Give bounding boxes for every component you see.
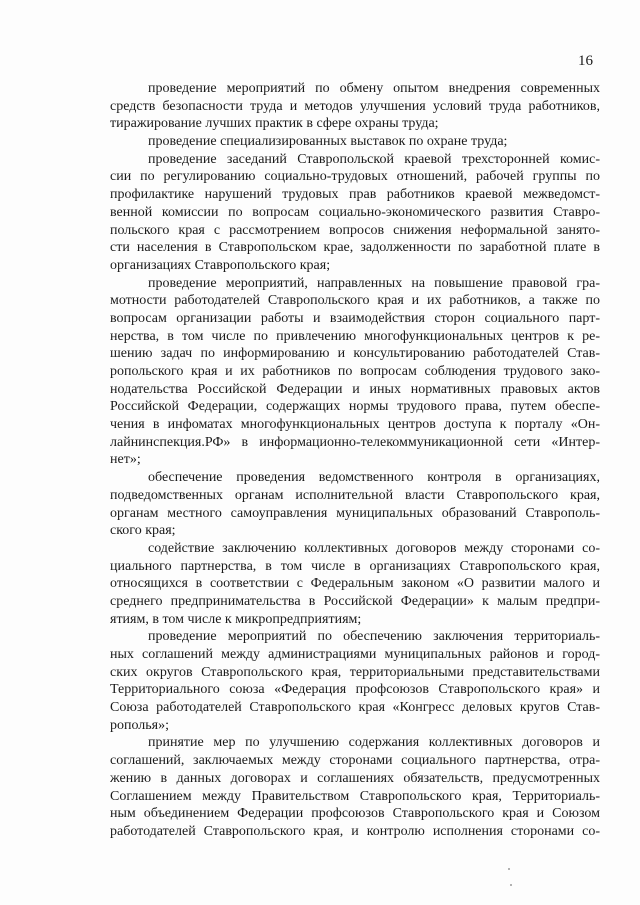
text-line: проведение специализированных выставок по охране труда; xyxy=(148,134,508,150)
text-line: Российской Федерации, содержащих нормы трудового права, путем обеспе- xyxy=(110,399,600,415)
text-line: принятие мер по улучшению содержания коллективных договоров и xyxy=(148,735,600,751)
text-line: ских округов Ставропольского края, территориальными представительствами xyxy=(110,664,600,680)
text-line: Союза работодателей Ставропольского края «Конгресс деловых кругов Став- xyxy=(110,700,600,716)
scan-speck xyxy=(508,868,510,870)
text-line: Территориального союза «Федерация профсоюзов Ставропольского края» и xyxy=(110,682,600,698)
text-line: относящихся в соответствии с Федеральным законом «О развитии малого и xyxy=(110,576,600,592)
text-line: обеспечение проведения ведомственного контроля в организациях, xyxy=(148,470,600,486)
text-line: работодателей Ставропольского края, и контролю исполнения сторонами со- xyxy=(110,823,600,839)
text-line: рополья»; xyxy=(110,717,170,733)
text-line: проведение мероприятий, направленных на повышение правовой гра- xyxy=(148,275,600,291)
text-line: мотности работодателей Ставропольского края и их работников, а также по xyxy=(110,293,600,309)
text-line: польского края с рассмотрением вопросов снижения неформальной занято- xyxy=(110,222,600,238)
text-line: проведение заседаний Ставропольской краевой трехсторонней комис- xyxy=(148,151,600,167)
page-number: 16 xyxy=(578,53,593,69)
scan-speck xyxy=(510,884,512,886)
text-line: нерства, в том числе по привлечению многофункциональных центров к ре- xyxy=(110,328,600,344)
text-line: ского края; xyxy=(110,523,176,539)
text-line: соглашений, заключаемых между сторонами социального партнерства, отра- xyxy=(110,753,600,769)
text-line: среднего предпринимательства в Российской Федерации» к малым предпри- xyxy=(110,593,600,609)
text-line: ятиям, в том числе к микропредприятиям; xyxy=(110,611,362,627)
text-line: нет»; xyxy=(110,452,141,468)
text-line: средств безопасности труда и методов улучшения условий труда работников, xyxy=(110,98,600,114)
text-line: проведение мероприятий по обмену опытом внедрения современных xyxy=(148,81,600,96)
text-line: нодательства Российской Федерации и иных нормативных правовых актов xyxy=(110,381,600,397)
text-line: организациях Ставропольского края; xyxy=(110,257,331,273)
text-line: ропольского края и их работников по вопросам соблюдения трудового зако- xyxy=(110,364,600,379)
text-line: тиражирование лучших практик в сфере охраны труда; xyxy=(110,116,439,132)
text-line: содействие заключению коллективных договоров между сторонами со- xyxy=(148,540,600,556)
text-line: жению в данных договорах и соглашениях обязательств, предусмотренных xyxy=(110,770,600,786)
text-line: подведомственных органам исполнительной власти Ставропольского края, xyxy=(110,487,600,503)
text-line: сти населения в Ставропольском крае, задолженности по заработной плате в xyxy=(110,240,600,256)
text-line: органам местного самоуправления муниципальных образований Ставрополь- xyxy=(110,505,600,521)
document-body xyxy=(110,80,600,841)
text-line: вопросам организации работы и взаимодействия сторон социального парт- xyxy=(110,310,600,326)
text-line: ным объединением Федерации профсоюзов Ставропольского края и Союзом xyxy=(110,806,600,822)
text-line: проведение мероприятий по обеспечению заключения территориаль- xyxy=(148,629,600,645)
text-line: шению задач по информированию и консультированию работодателей Став- xyxy=(110,346,600,362)
text-line: профилактике нарушений трудовых прав работников краевой межведомст- xyxy=(110,187,600,203)
text-line: сии по регулированию социально-трудовых отношений, рабочей группы по xyxy=(110,169,600,185)
text-line: чения в инфоматах многофункциональных центров доступа к порталу «Он- xyxy=(110,417,600,433)
text-line: циального партнерства, в том числе в организациях Ставропольского края, xyxy=(110,558,600,574)
text-line: ных соглашений между администрациями муниципальных районов и город- xyxy=(110,647,600,662)
text-line: венной комиссии по вопросам социально-экономического развития Ставро- xyxy=(110,204,600,220)
text-line: лайнинспекция.РФ» в информационно-телекоммуникационной сети «Интер- xyxy=(110,434,600,450)
text-line: Соглашением между Правительством Ставропольского края, Территориаль- xyxy=(110,788,600,804)
